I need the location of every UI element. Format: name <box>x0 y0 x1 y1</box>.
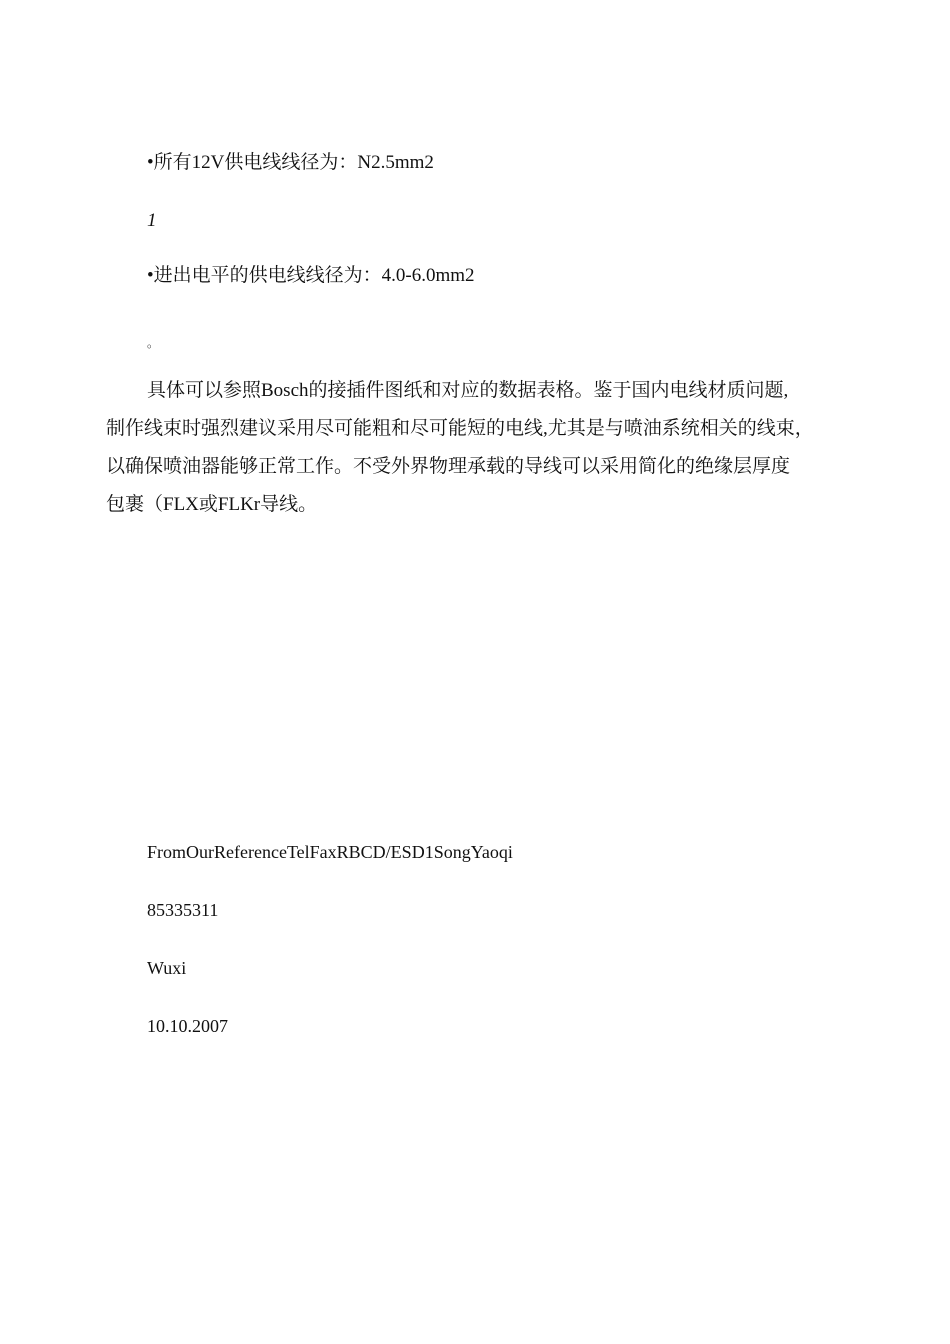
paragraph-line: 包裹（FLX或FLKr导线。 <box>106 494 318 515</box>
bullet-12v-wire: •所有12V供电线线径为：N2.5mm2 <box>147 152 434 173</box>
footer-city: Wuxi <box>147 958 187 978</box>
footer-phone: 85335311 <box>147 900 219 920</box>
footer-reference-line: FromOurReferenceTelFaxRBCD/ESD1SongYaoqi <box>147 842 513 862</box>
paragraph-line: 以确保喷油器能够正常工作。不受外界物理承载的导线可以采用简化的绝缘层厚度 <box>106 456 791 477</box>
stray-circle: 。 <box>147 336 160 350</box>
paragraph-line: 制作线束时强烈建议采用尽可能粗和尽可能短的电线,尤其是与喷油系统相关的线束， <box>106 418 814 439</box>
paragraph-line: 具体可以参照Bosch的接插件图纸和对应的数据表格。鉴于国内电线材质问题, <box>147 380 789 401</box>
body-paragraph <box>106 372 866 524</box>
bullet-level-wire: •进出电平的供电线线径为：4.0-6.0mm2 <box>147 265 475 286</box>
stray-mark: 1 <box>147 210 157 231</box>
footer-date: 10.10.2007 <box>147 1016 228 1036</box>
